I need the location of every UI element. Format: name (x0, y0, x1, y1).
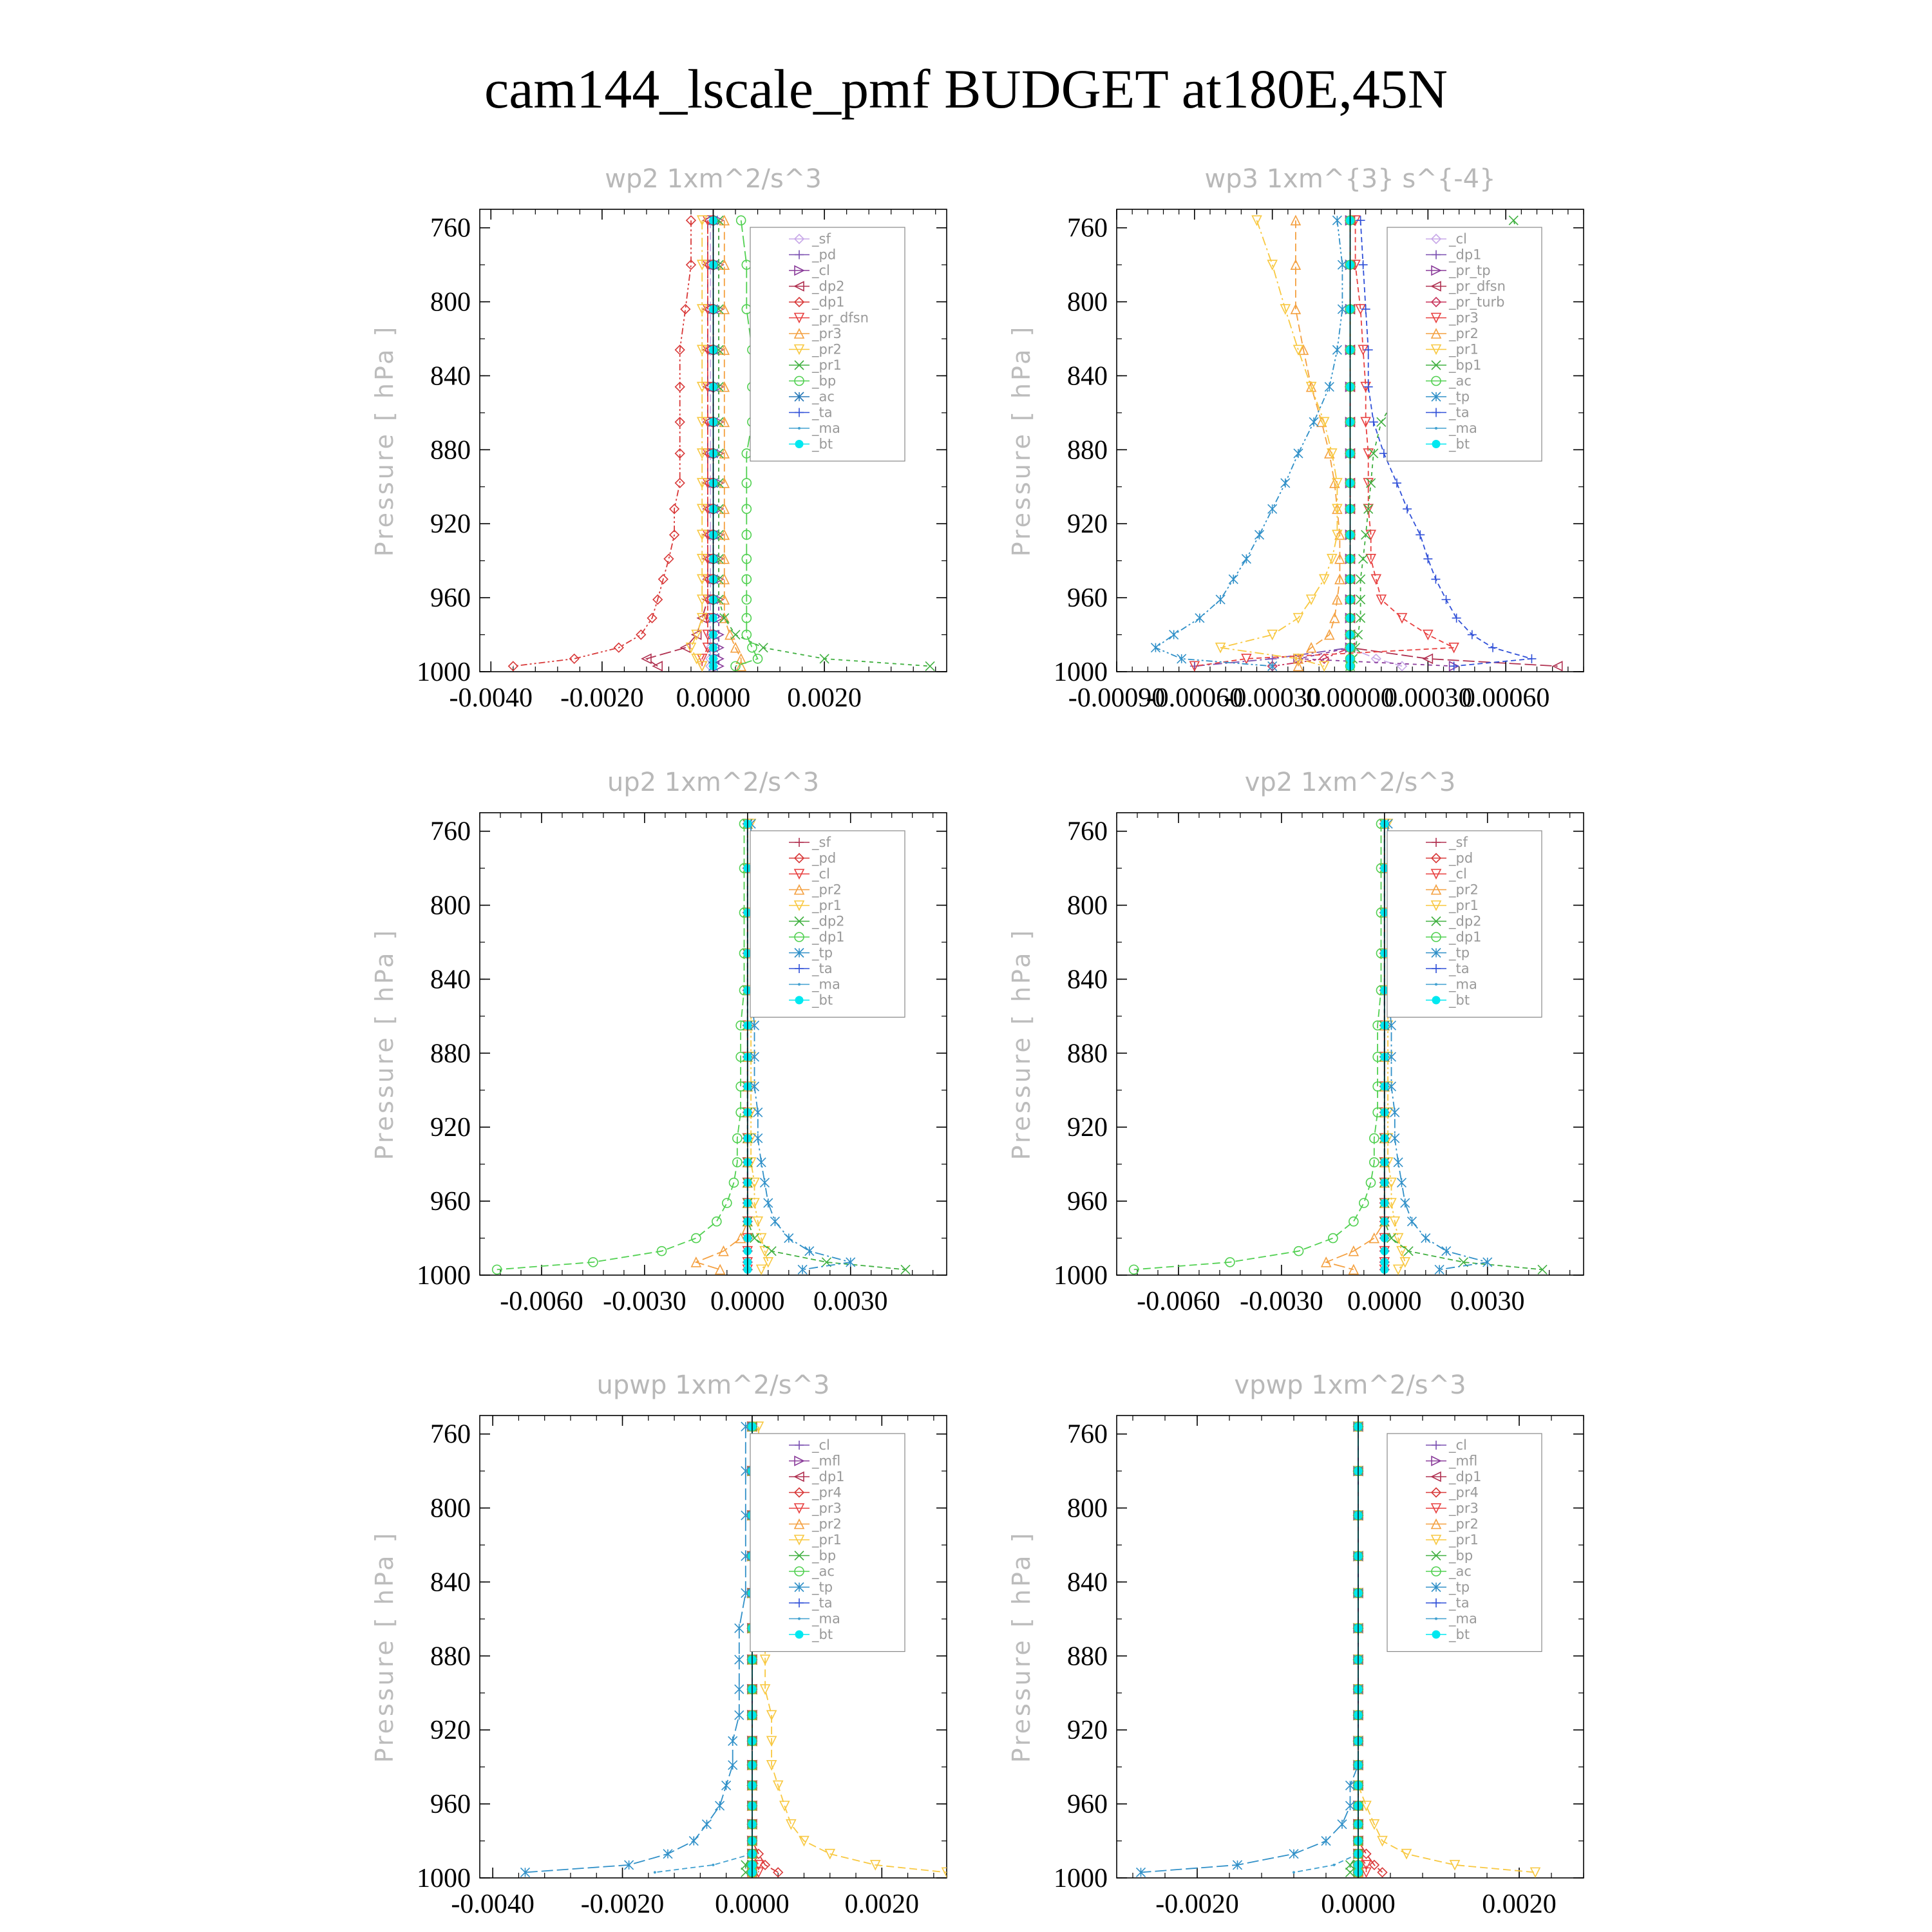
legend-label: _dp2 (812, 278, 845, 294)
x-tick-label: 0.0020 (1482, 1889, 1557, 1919)
data-point (722, 1781, 731, 1790)
data-point (1403, 504, 1412, 513)
y-tick-label: 760 (430, 1419, 471, 1450)
data-point (795, 996, 803, 1004)
data-point (1397, 1178, 1406, 1187)
data-point (1151, 643, 1160, 652)
series-line-dp2 (647, 220, 708, 666)
y-tick-label: 960 (430, 1187, 471, 1217)
panel-title: wp3 1xm^{3} s^{-4} (1204, 164, 1496, 194)
legend-label: _bt (1449, 992, 1470, 1008)
legend-label: _ma (812, 1611, 840, 1627)
series-line-pr1 (1220, 220, 1337, 666)
chart-panel-2 (1007, 164, 1584, 713)
legend-label: _pr2 (1449, 326, 1479, 341)
panel-title: upwp 1xm^2/s^3 (596, 1370, 830, 1400)
legend-label: _pr_dfsn (1449, 278, 1506, 294)
data-point (1423, 554, 1432, 564)
x-tick-label: -0.0040 (451, 1889, 535, 1919)
x-tick-label: -0.00090 (1068, 683, 1166, 713)
x-tick-label: -0.0060 (500, 1287, 583, 1316)
data-point (1421, 1234, 1430, 1243)
series-line-pr_turb (1273, 220, 1350, 666)
y-tick-label: 920 (1067, 1113, 1108, 1143)
series-line-tp (1155, 220, 1342, 666)
data-point (1255, 530, 1264, 539)
data-point (795, 1631, 803, 1638)
y-tick-label: 760 (1067, 1419, 1108, 1450)
legend-label: _bp (812, 373, 837, 389)
data-point (1370, 1234, 1379, 1243)
data-point (1321, 1837, 1331, 1846)
series-line-dp1 (1134, 824, 1381, 1269)
data-point (1435, 1618, 1437, 1620)
data-point (767, 1247, 776, 1256)
y-tick-label: 920 (430, 1716, 471, 1746)
data-point (1359, 554, 1368, 564)
data-point (1289, 1850, 1298, 1859)
data-point (798, 1618, 800, 1620)
legend-label: _pr2 (1449, 882, 1479, 898)
legend-label: _ma (1449, 976, 1477, 992)
data-point (692, 1234, 701, 1243)
data-point (1361, 305, 1370, 314)
data-point (723, 1198, 732, 1208)
y-tick-label: 880 (1067, 435, 1108, 466)
y-tick-label: 800 (430, 1493, 471, 1524)
chart-panel-4 (1007, 768, 1584, 1316)
series-line-pr2 (1326, 824, 1385, 1269)
legend-label: _pr_tp (1449, 263, 1491, 278)
chart-panel-5 (370, 1370, 951, 1919)
data-point (1281, 478, 1290, 488)
y-tick-label: 840 (430, 361, 471, 392)
data-point (795, 440, 803, 448)
legend-label: _cl (1449, 1437, 1467, 1453)
x-tick-label: -0.0020 (580, 1889, 665, 1919)
series-line-tp (526, 1426, 746, 1872)
panel-title: vpwp 1xm^2/s^3 (1234, 1370, 1466, 1400)
y-tick-label: 960 (1067, 583, 1108, 614)
data-point (1435, 427, 1437, 430)
legend-label: _bt (812, 992, 833, 1008)
series-line-dp1 (497, 824, 744, 1269)
y-tick-label: 920 (430, 1113, 471, 1143)
data-point (805, 1247, 814, 1256)
data-point (1392, 478, 1401, 488)
data-point (1377, 417, 1386, 426)
data-point (1407, 1217, 1416, 1226)
data-point (1293, 1871, 1295, 1873)
x-tick-label: 0.00000 (1306, 683, 1394, 713)
legend-label: _pr1 (1449, 898, 1479, 913)
data-point (1294, 449, 1303, 458)
x-tick-label: 0.0000 (710, 1287, 785, 1316)
legend-label: _bp (1449, 1548, 1473, 1564)
legend-label: _cl (1449, 231, 1467, 247)
y-tick-label: 760 (1067, 213, 1108, 243)
data-point (770, 1217, 779, 1226)
legend-label: _mfl (812, 1453, 841, 1469)
y-tick-label: 880 (1067, 1039, 1108, 1069)
x-tick-label: 0.0030 (813, 1287, 888, 1316)
legend-label: _pr3 (812, 326, 842, 341)
data-point (1332, 216, 1341, 225)
legend-label: _ma (1449, 421, 1477, 436)
y-tick-label: 960 (1067, 1187, 1108, 1217)
data-point (1527, 654, 1536, 663)
y-axis-label: Pressure [ hPa ] (370, 927, 399, 1160)
legend-label: _pr3 (1449, 310, 1479, 326)
data-point (757, 1265, 766, 1274)
legend-label: _ta (812, 961, 833, 976)
x-tick-label: -0.0030 (603, 1287, 687, 1316)
legend-label: _tp (812, 1579, 833, 1595)
legend-label: _ac (1449, 373, 1472, 389)
data-point (759, 643, 768, 652)
legend-label: _ta (812, 404, 833, 421)
legend-label: _cl (812, 1437, 830, 1453)
data-point (1329, 1234, 1338, 1243)
legend-label: _ac (1449, 1564, 1472, 1579)
legend-label: _bt (812, 436, 833, 452)
y-tick-label: 920 (1067, 509, 1108, 540)
y-tick-label: 840 (1067, 965, 1108, 995)
y-tick-label: 960 (1067, 1790, 1108, 1820)
y-axis-label: Pressure [ hPa ] (1007, 927, 1036, 1160)
legend-label: _pr_dfsn (812, 310, 869, 326)
data-point (1450, 661, 1459, 670)
data-point (1435, 983, 1437, 986)
y-tick-label: 760 (430, 817, 471, 847)
data-point (1468, 630, 1477, 639)
legend-label: _ac (812, 1564, 835, 1579)
legend-label: _pr1 (812, 1532, 842, 1548)
y-tick-label: 840 (430, 965, 471, 995)
legend-label: _pr2 (812, 1516, 842, 1532)
data-point (1359, 260, 1368, 269)
y-tick-label: 920 (1067, 1716, 1108, 1746)
x-tick-label: 0.00030 (1384, 683, 1472, 713)
series-line-ma (1294, 1426, 1358, 1872)
y-tick-label: 960 (430, 1790, 471, 1820)
legend-label: _ma (812, 976, 840, 992)
data-point (1553, 661, 1562, 670)
data-point (1432, 440, 1440, 448)
y-tick-label: 840 (1067, 1567, 1108, 1598)
x-tick-label: 0.0020 (787, 683, 862, 713)
data-point (1229, 574, 1238, 583)
legend-label: _sf (812, 231, 831, 247)
legend-label: _cl (1449, 866, 1467, 882)
series-line-pr2 (1296, 220, 1340, 666)
data-point (1349, 1265, 1358, 1274)
legend-label: _dp1 (1449, 1469, 1482, 1484)
data-point (715, 1801, 724, 1810)
data-point (1356, 216, 1365, 225)
legend-label: _bt (812, 1627, 833, 1642)
data-point (1309, 417, 1318, 426)
y-tick-label: 800 (430, 891, 471, 921)
x-tick-label: 0.0000 (1347, 1287, 1422, 1316)
legend-label: _dp1 (1449, 929, 1482, 945)
y-tick-label: 1000 (417, 1261, 471, 1291)
data-point (753, 1133, 762, 1142)
series-line-dp1 (513, 220, 691, 666)
legend-label: _dp1 (1449, 247, 1482, 263)
legend-label: _dp1 (812, 929, 845, 945)
data-point (760, 1178, 769, 1187)
data-point (702, 1820, 711, 1829)
legend-label: _tp (1449, 1579, 1470, 1595)
legend-label: _pd (1449, 850, 1473, 866)
legend-label: _pr2 (812, 341, 842, 357)
legend-label: _sf (812, 835, 831, 850)
legend-label: _pr4 (812, 1484, 842, 1501)
panel-title: up2 1xm^2/s^3 (607, 768, 820, 797)
y-tick-label: 840 (430, 1567, 471, 1598)
data-point (1442, 595, 1451, 604)
data-point (735, 1710, 744, 1719)
data-point (636, 630, 645, 639)
y-tick-label: 800 (430, 287, 471, 317)
x-tick-label: 0.0000 (676, 683, 751, 713)
data-point (728, 1736, 737, 1745)
data-point (735, 1624, 744, 1633)
data-point (735, 1655, 744, 1664)
y-axis-label: Pressure [ hPa ] (370, 1530, 399, 1763)
series-line-pr2 (696, 824, 748, 1269)
data-point (725, 630, 734, 639)
legend-label: _tp (1449, 945, 1470, 961)
data-point (1333, 1864, 1336, 1866)
x-tick-label: 0.00060 (1461, 683, 1550, 713)
data-point (1332, 345, 1341, 354)
data-point (728, 1761, 737, 1770)
legend-label: _dp2 (812, 913, 845, 929)
legend-label: _ta (1449, 404, 1470, 421)
data-point (663, 1850, 672, 1859)
legend-label: _ac (812, 389, 835, 404)
data-point (1369, 417, 1378, 426)
series-line-pr2 (691, 220, 702, 666)
legend-label: _pd (812, 850, 837, 866)
data-point (798, 427, 800, 430)
x-tick-label: -0.0020 (1155, 1889, 1239, 1919)
legend-label: _pd (812, 247, 837, 263)
y-tick-label: 920 (430, 509, 471, 540)
legend-label: _sf (1449, 835, 1468, 850)
data-point (1268, 504, 1277, 513)
y-tick-label: 760 (430, 213, 471, 243)
y-tick-label: 1000 (1054, 1261, 1108, 1291)
data-point (712, 1217, 721, 1226)
y-tick-label: 800 (1067, 287, 1108, 317)
chart-panel-3 (370, 768, 947, 1316)
data-point (1401, 1198, 1410, 1208)
y-tick-label: 800 (1067, 1493, 1108, 1524)
y-tick-label: 1000 (417, 658, 471, 687)
x-tick-label: 0.0000 (1321, 1889, 1396, 1919)
legend-label: _dp2 (1449, 913, 1482, 929)
legend-label: _pr1 (1449, 341, 1479, 357)
y-tick-label: 960 (430, 583, 471, 614)
data-point (753, 1108, 762, 1117)
data-point (1364, 345, 1373, 354)
data-point (1349, 1217, 1358, 1226)
data-point (715, 1265, 724, 1274)
y-axis-label: Pressure [ hPa ] (1007, 324, 1036, 557)
x-tick-label: 0.0020 (844, 1889, 920, 1919)
page-title: cam144_lscale_pmf BUDGET at180E,45N (484, 58, 1448, 120)
legend-label: _pr2 (1449, 1516, 1479, 1532)
x-tick-label: -0.0030 (1240, 1287, 1323, 1316)
x-tick-label: -0.00030 (1224, 683, 1321, 713)
x-tick-label: -0.0040 (449, 683, 533, 713)
legend-label: _pr4 (1449, 1484, 1479, 1501)
data-point (1195, 614, 1204, 623)
data-point (1431, 574, 1440, 583)
legend-label: _ma (1449, 1611, 1477, 1627)
legend-label: _ta (1449, 961, 1470, 976)
data-point (1416, 530, 1425, 539)
data-point (1359, 1198, 1368, 1208)
data-point (712, 1864, 715, 1866)
legend-label: _dp1 (812, 294, 845, 310)
x-tick-label: -0.00060 (1146, 683, 1244, 713)
panel-title: vp2 1xm^2/s^3 (1244, 768, 1456, 797)
x-tick-label: -0.0060 (1137, 1287, 1220, 1316)
data-point (1268, 630, 1277, 639)
y-tick-label: 760 (1067, 817, 1108, 847)
legend-label: _bp1 (1449, 357, 1482, 373)
y-tick-label: 880 (1067, 1642, 1108, 1672)
data-point (1509, 216, 1518, 225)
data-point (1325, 383, 1334, 392)
data-point (1216, 595, 1225, 604)
x-tick-label: -0.0020 (560, 683, 644, 713)
y-tick-label: 880 (430, 1642, 471, 1672)
legend-label: _cl (812, 866, 830, 882)
data-point (1404, 1247, 1413, 1256)
y-tick-label: 1000 (417, 1864, 471, 1893)
panel-title: wp2 1xm^2/s^3 (605, 164, 822, 194)
legend-label: _bt (1449, 436, 1470, 452)
data-point (748, 643, 757, 652)
data-point (1170, 630, 1179, 639)
legend-label: _tp (812, 945, 833, 961)
legend-label: _ta (1449, 1595, 1470, 1611)
data-point (735, 1685, 744, 1694)
data-point (1394, 1265, 1403, 1274)
y-tick-label: 840 (1067, 361, 1108, 392)
y-tick-label: 880 (430, 435, 471, 466)
data-point (798, 983, 800, 986)
x-tick-label: 0.0030 (1450, 1287, 1525, 1316)
data-point (757, 1158, 766, 1167)
y-tick-label: 800 (1067, 891, 1108, 921)
data-point (784, 1234, 793, 1243)
chart-panel-1 (370, 164, 947, 713)
legend-label: _pr1 (812, 357, 842, 373)
series-line-ma (655, 1426, 752, 1872)
legend-label: _ta (812, 1595, 833, 1611)
data-point (1242, 554, 1251, 564)
y-axis-label: Pressure [ hPa ] (1007, 1530, 1036, 1763)
data-point (1432, 1631, 1440, 1638)
legend-label: _cl (812, 263, 830, 278)
chart-panel-6 (1007, 1370, 1584, 1919)
legend-label: _ma (812, 421, 840, 436)
legend-label: _pr2 (812, 882, 842, 898)
legend-label: _mfl (1449, 1453, 1478, 1469)
data-point (1390, 1108, 1399, 1117)
data-point (664, 554, 673, 564)
y-tick-label: 880 (430, 1039, 471, 1069)
data-point (1432, 996, 1440, 1004)
data-point (1307, 595, 1316, 604)
data-point (689, 1837, 698, 1846)
legend-label: _pr1 (1449, 1532, 1479, 1548)
data-point (1394, 1158, 1403, 1167)
y-tick-label: 1000 (1054, 658, 1108, 687)
legend-label: _bt (1449, 1627, 1470, 1642)
data-point (654, 1871, 656, 1873)
legend-label: _tp (1449, 389, 1470, 404)
legend-label: _pr_turb (1449, 294, 1505, 310)
legend-label: _pr1 (812, 898, 842, 913)
series-line-tp (1141, 1426, 1359, 1872)
legend-label: _pr3 (812, 1501, 842, 1516)
data-point (1390, 1133, 1399, 1142)
data-point (764, 1198, 773, 1208)
data-point (1488, 643, 1497, 652)
y-axis-label: Pressure [ hPa ] (370, 324, 399, 557)
x-tick-label: 0.0000 (715, 1889, 790, 1919)
data-point (1442, 1247, 1451, 1256)
legend-label: _pr3 (1449, 1501, 1479, 1516)
legend-label: _dp1 (812, 1469, 845, 1484)
data-point (1338, 1820, 1347, 1829)
y-tick-label: 1000 (1054, 1864, 1108, 1893)
legend-label: _bp (812, 1548, 837, 1564)
